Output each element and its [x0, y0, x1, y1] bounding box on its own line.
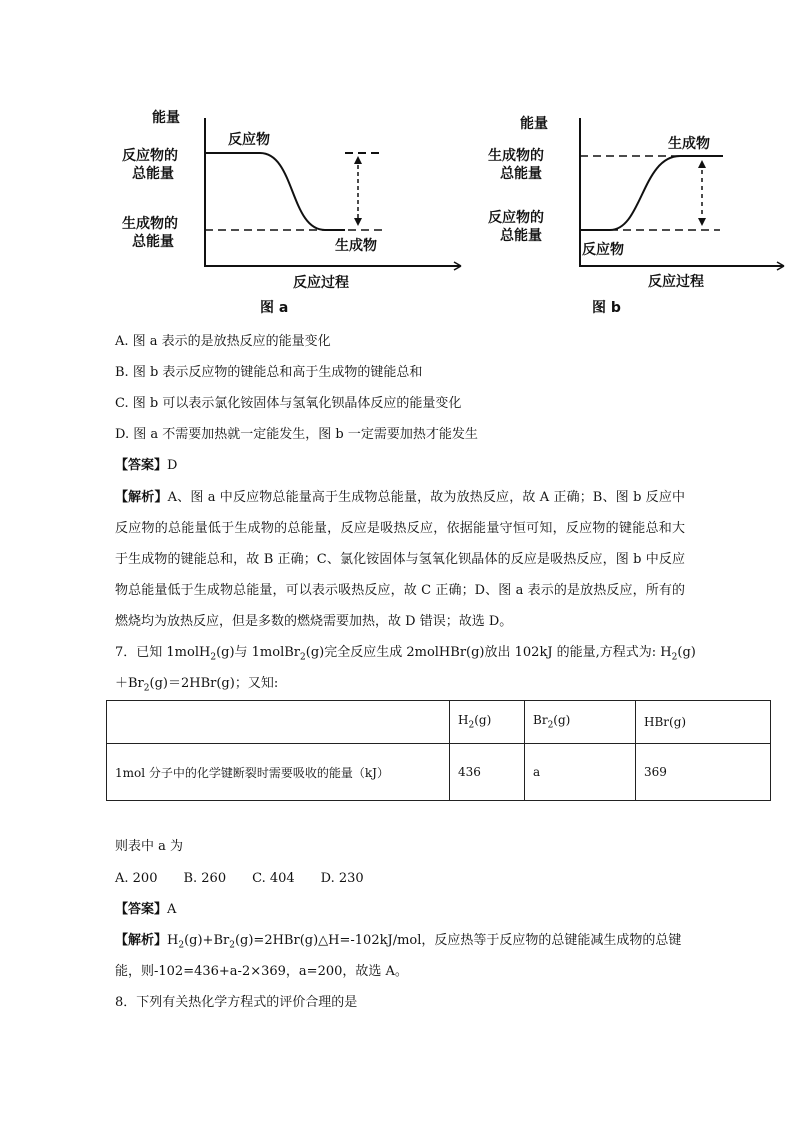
answer-label: 【答案】 [115, 902, 168, 917]
product-total-line2: 总能量 [132, 234, 174, 250]
energy-diagram-a [110, 100, 470, 320]
table-row [107, 744, 771, 801]
reactant-total-line1: 反应物的 [488, 210, 544, 226]
subscript: 2 [210, 652, 217, 663]
subscript: 2 [229, 940, 235, 951]
reactant-total-line2: 总能量 [132, 166, 174, 182]
analysis-part: (g)=2HBr(g)△H=-102kJ/mol，反应热等于反应物的总键能减生成物的总键 [234, 933, 682, 948]
question-8: 8．下列有关热化学方程式的评价合理的是 [115, 995, 358, 1010]
analysis-part: (g)+Br [184, 933, 230, 948]
q7-intro-part: 7．已知 1molH [115, 645, 211, 660]
reactant-total-line1: 反应物的 [122, 148, 178, 164]
y-axis-label: 能量 [152, 110, 180, 126]
answer-q7 [115, 901, 176, 919]
subscript: 2 [143, 683, 150, 694]
figure-caption: 图 b [592, 300, 621, 316]
table-row-label: 1mol 分子中的化学键断裂时需要吸收的能量（kJ） [107, 744, 450, 801]
product-label: 生成物 [335, 238, 377, 254]
q7-intro-part: (g) [677, 645, 696, 660]
subscript: 2 [300, 652, 306, 663]
br2-state: (g) [553, 713, 571, 728]
table-header-hbr: HBr(g) [636, 701, 771, 744]
question-7-question: 则表中 a 为 [115, 839, 184, 854]
subscript: 2 [671, 652, 678, 663]
q7-eq-part: (g)＝2HBr(g)；又知: [149, 676, 279, 691]
reactant-label: 反应物 [228, 132, 270, 148]
energy-diagram-b [480, 100, 790, 320]
subscript: 2 [178, 940, 185, 951]
table-header-empty [107, 701, 450, 744]
table-cell-hbr: 369 [636, 744, 771, 801]
answer-value: D [167, 458, 178, 473]
table-header-br2 [525, 701, 636, 744]
subscript: 2 [468, 720, 475, 731]
product-total-line1: 生成物的 [122, 216, 178, 232]
analysis-text: A、图 a 中反应物总能量高于生成物总能量，故为放热反应，故 A 正确；B、图 b 反应中反应物的总能量低于生成物的总能量，反应是吸热反应，依据能量守恒可知，反应物的键能总和大于生成物的键能总和，故 B 正确；C、氯化铵固体与氢氧化钡晶体的反应是吸热反应，图 b 中反应物总能量低于生成物总能量，可以表示吸热反应，故 C 正确；D、图 a 表示的是放热反应，所有的燃烧均为放热反应，但是多数的燃烧需要加热，故 D 错误；故选 D。 [115, 490, 685, 629]
x-axis-label: 反应过程 [648, 274, 704, 290]
subscript: 2 [547, 720, 554, 731]
analysis-q7-line2: 能，则-102=436+a-2×369，a=200，故选 A。 [115, 964, 408, 979]
q7-intro-part: (g)完全反应生成 2molHBr(g)放出 102kJ 的能量,方程式为: H [305, 645, 672, 660]
answer-value: A [167, 902, 177, 917]
q7-intro-part: (g)与 1molBr [216, 645, 301, 660]
h2-state: (g) [474, 713, 492, 728]
table-cell-h2: 436 [450, 744, 525, 801]
figure-caption: 图 a [260, 300, 289, 316]
table-header-h2 [450, 701, 525, 744]
reactant-total-line2: 总能量 [500, 228, 542, 244]
table-cell-br2: a [525, 744, 636, 801]
analysis-label: 【解析】 [115, 933, 168, 948]
analysis-q7-line1 [115, 932, 681, 955]
x-axis-label: 反应过程 [293, 275, 349, 291]
q7-eq-part: ＋Br [115, 676, 144, 691]
analysis-label: 【解析】 [115, 490, 168, 505]
reactant-label: 反应物 [582, 242, 624, 258]
option-c: C. 图 b 可以表示氯化铵固体与氢氧化钡晶体反应的能量变化 [115, 396, 462, 411]
question-7-equation [115, 675, 278, 698]
h2-symbol: H [458, 713, 469, 728]
question-7-intro [115, 644, 696, 667]
analysis-q6 [115, 482, 685, 637]
product-total-line1: 生成物的 [488, 148, 544, 164]
bond-energy-table [106, 700, 771, 801]
question-7-options: A. 200 B. 260 C. 404 D. 230 [115, 871, 364, 886]
option-d: D. 图 a 不需要加热就一定能发生，图 b 一定需要加热才能发生 [115, 427, 478, 442]
table-header-row [107, 701, 771, 744]
answer-q6 [115, 457, 177, 475]
option-a: A. 图 a 表示的是放热反应的能量变化 [115, 334, 331, 349]
answer-label: 【答案】 [115, 458, 168, 473]
option-b: B. 图 b 表示反应物的键能总和高于生成物的键能总和 [115, 365, 423, 380]
product-total-line2: 总能量 [500, 166, 542, 182]
y-axis-label: 能量 [520, 116, 548, 132]
analysis-part: H [167, 933, 179, 948]
br2-symbol: Br [533, 713, 548, 728]
product-label: 生成物 [668, 136, 710, 152]
